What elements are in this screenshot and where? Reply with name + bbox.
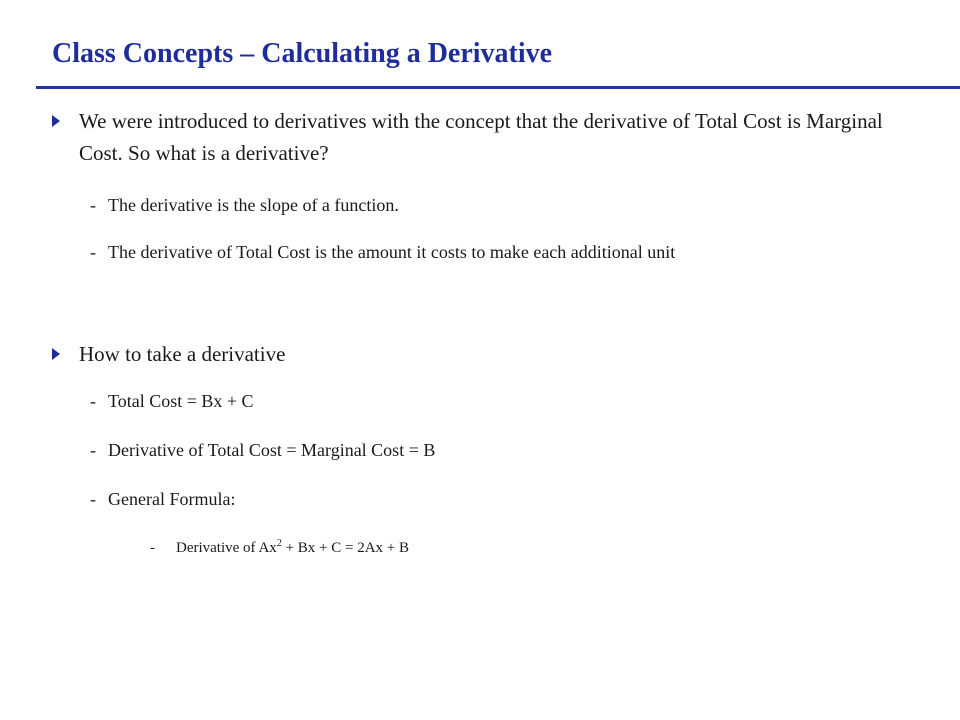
subbullet-total-cost-meaning xyxy=(90,240,675,264)
subbullet-text: General Formula: xyxy=(108,489,236,509)
slide-title: Class Concepts – Calculating a Derivative xyxy=(52,38,553,69)
triangle-bullet-icon xyxy=(52,115,60,127)
bullet-how-to xyxy=(52,338,912,370)
subbullet-slope xyxy=(90,193,399,217)
formula-exponent: 2 xyxy=(276,538,282,549)
formula-part-before: Derivative of Ax xyxy=(176,540,277,556)
bullet-derivative-intro xyxy=(52,105,912,169)
subbullet-general-formula xyxy=(90,487,235,511)
subbullet-total-cost-formula xyxy=(90,389,254,413)
bullet-text: We were introduced to derivatives with the concept that the derivative of Total Cost is Marginal Cost. So what is a derivative? xyxy=(79,109,883,165)
dash-marker: - xyxy=(90,391,96,411)
triangle-bullet-icon xyxy=(52,348,60,360)
dash-marker: - xyxy=(90,489,96,509)
title-underline xyxy=(36,86,960,89)
dash-marker: - xyxy=(150,540,155,556)
subbullet-marginal-cost xyxy=(90,438,435,462)
subbullet-text: Total Cost = Bx + C xyxy=(108,391,254,411)
formula-part-after: + Bx + C = 2Ax + B xyxy=(281,540,409,556)
dash-marker: - xyxy=(90,242,96,262)
subbullet-text: The derivative is the slope of a function. xyxy=(108,195,399,215)
dash-marker: - xyxy=(90,440,96,460)
formula-line xyxy=(150,537,409,559)
subbullet-text: The derivative of Total Cost is the amount it costs to make each additional unit xyxy=(108,242,676,262)
dash-marker: - xyxy=(90,195,96,215)
subbullet-text: Derivative of Total Cost = Marginal Cost = B xyxy=(108,440,436,460)
bullet-text: How to take a derivative xyxy=(79,342,286,366)
